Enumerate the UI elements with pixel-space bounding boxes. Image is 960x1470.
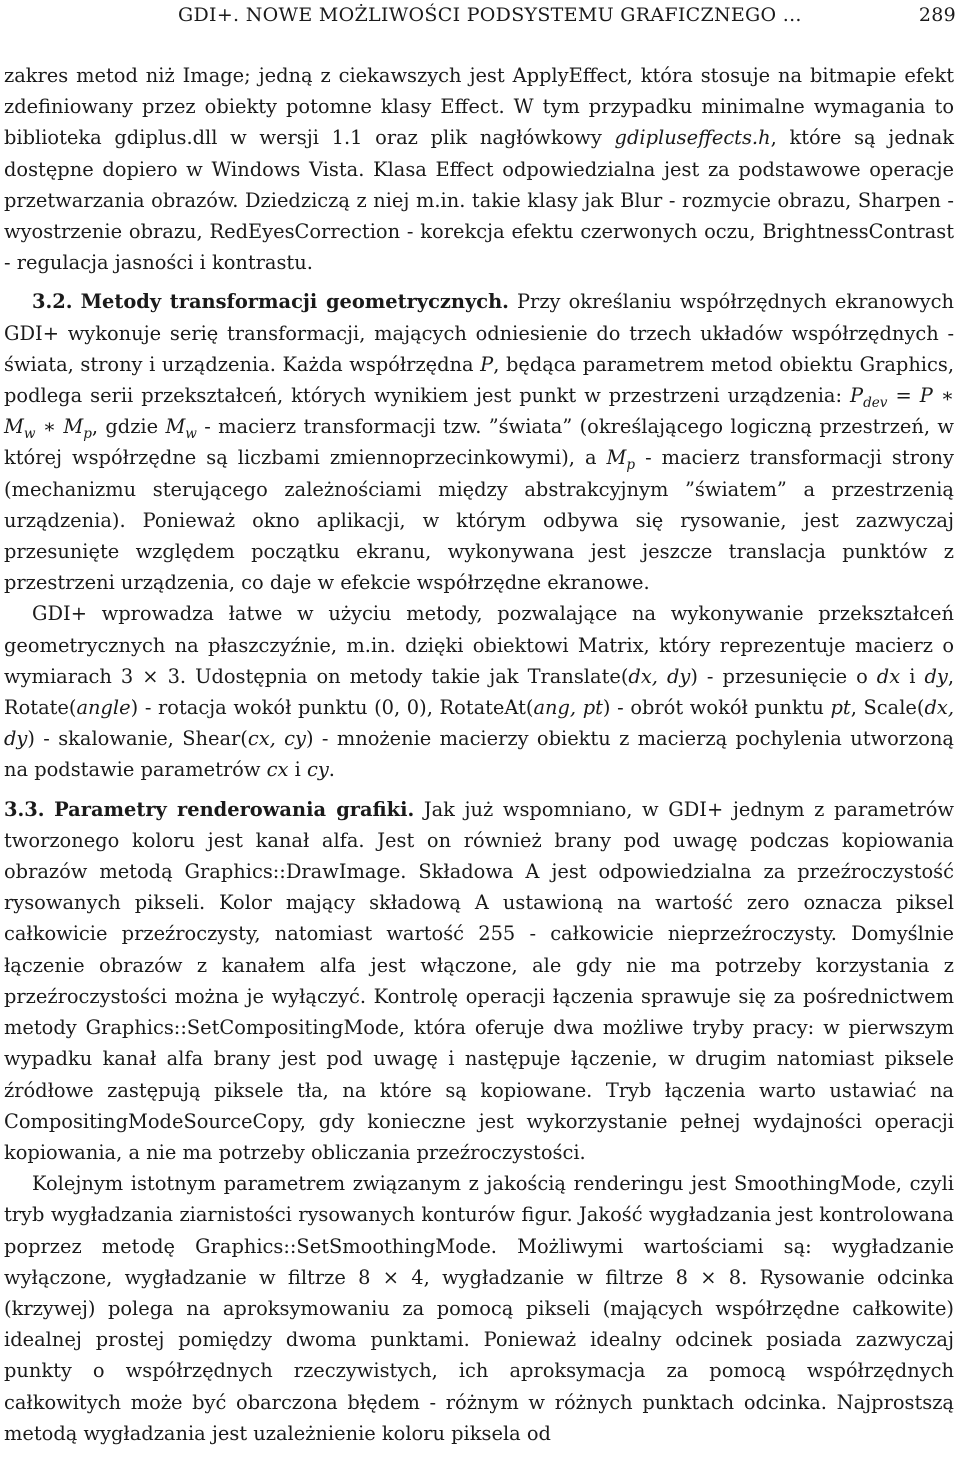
math-args: dx [876,664,901,688]
text-run: , które są jednak dostępne dopiero w Windows Vista. Klasa Effect odpowiedzialna jest za podstawowe operacje przetwarzania obrazów. Dziedziczą z niej m.in. takie klasy jak Blur - rozmycie obrazu, Sharpen - wyostrzenie obrazu, RedEyesCorrection - korekcja efektu czerwonych oczu, BrightnessContrast - regulacja jasności i kontrastu. [4,126,955,275]
page-number: 289 [918,4,956,26]
math-args: angle [76,696,131,720]
math-args: cy [306,758,329,782]
math-symbol: M [4,415,24,439]
math-subscript: dev [863,394,888,411]
text-run: Jak już wspomniano, w GDI+ jednym z parametrów tworzonego koloru jest kanał alfa. Jest on również brany pod uwagę podczas kopiowania obrazów metodą Graphics::DrawImage. Składowa A jest odpowiedzialna za przeźroczystość rysowanych pikseli. Kolor mający składową A ustawioną na wartość zero oznacza piksel całkowicie przeźroczysty, natomiast wartość 255 - całkowicie nieprzeźroczysty. Domyślnie łączenie obrazów z kanałem alfa jest włączone, ale gdy nie ma potrzeby korzystania z przeźroczystości można je wyłączyć. Kontrolę operacji łączenia sprawuje się za pośrednictwem metody Graphics::SetCompositingMode, która oferuje dwa możliwe tryby pracy: w pierwszym wypadku kanał alfa brany jest pod uwagę i następuje łączenie, w drugim natomiast piksele źródłowe zastępują piksele tła, na które są kopiowane. Tryb łączenia warto ustawiać na CompositingModeSourceCopy, gdy konieczne jest wykorzystanie pełnej wydajności operacji kopiowania, a nie ma potrzeby obliczania przeźroczystości. [4,797,955,1164]
math-operator: ∗ [932,384,954,408]
math-symbol: M [165,415,186,439]
math-args: dx, dy [4,696,954,751]
text-run: ) - mnożenie macierzy obiektu z macierzą pochylenia utworzoną na podstawie parametrów [4,727,954,782]
text-run: - macierz transformacji strony (mechanizmu sterującego zależnościami między abstrakcyjnym ”światem” a przestrzenią urządzenia). Ponieważ okno aplikacji, w którym odbywa się rysowanie, jest zazwyczaj przesunięte względem początku ekranu, wykonywana jest jeszcze translacja punktów z przestrzeni urządzenia, co daje w efekcie współrzędne ekranowe. [4,446,954,595]
math-symbol: P [919,384,933,408]
text-run: , Scale( [850,696,925,720]
math-args: cx [266,758,289,782]
text-run: ) - obrót wokół punktu [602,696,831,720]
section-3-2 [4,286,954,598]
math-operator: ∗ [35,415,64,439]
running-title: GDI+. NOWE MOŻLIWOŚCI PODSYSTEMU GRAFICZNEGO ... [178,4,802,26]
text-run: - macierz transformacji tzw. ”świata” (określającego logiczną przestrzeń, w której współrzędne są liczbami zmiennoprzecinkowymi), a [4,415,954,470]
section-title: Metody transformacji geometrycznych. [80,290,509,314]
math-subscript: p [83,426,92,443]
math-symbol: P [480,352,494,376]
text-run: , gdzie [91,415,166,439]
section-title: Parametry renderowania grafiki. [54,797,415,821]
math-symbol: M [63,415,84,439]
math-args: cx, cy [247,727,306,751]
body-text [4,60,954,1449]
text-run: . [328,758,335,782]
text-run: ) - przesunięcie o [690,664,877,688]
math-subscript: w [23,426,36,443]
text-run: , Rotate( [4,664,954,720]
paragraph-effects [4,60,954,278]
math-args: ang, pt [533,696,603,720]
math-subscript: w [185,426,197,443]
section-number: 3.3. [4,797,45,821]
math-operator: = [887,384,920,408]
math-subscript: p [626,457,636,474]
text-run: ) - skalowanie, Shear( [27,727,248,751]
text-run: Przy określaniu współrzędnych ekranowych GDI+ wykonuje serię transformacji, mających odniesienie do trzech układów współrzędnych - świata, strony i urządzenia. Każda współrzędna [4,290,954,376]
paragraph-smoothing [4,1168,954,1449]
text-run: Kolejnym istotnym parametrem związanym z jakością renderingu jest SmoothingMode, czyli tryb wygładzania ziarnistości rysowanych konturów figur. Jakość wygładzania jest kontrolowana poprzez metodę Graphics::SetSmoothingMode. Możliwymi wartościami są: wygładzanie wyłączone, wygładzanie w filtrze 8 × 4, wygładzanie w filtrze 8 × 8. Rysowanie odcinka (krzywej) polega na aproksymowaniu za pomocą pikseli (mających współrzędne całkowite) idealnej prostej pomiędzy dwoma punktami. Ponieważ idealny odcinek posiada zazwyczaj punkty o współrzędnych rzeczywistych, ich aproksymacja za pomocą współrzędnych całkowitych może być obarczona błędem - różnym w różnych punktach odcinka. Najprostszą metodą wygładzania jest uzależnienie koloru piksela od [4,1172,954,1445]
text-run: zakres metod niż Image; jedną z ciekawszych jest ApplyEffect, która stosuje na bitmapie efekt zdefiniowany przez obiekty potomne klasy Effect. W tym przypadku minimalne wymagania to biblioteka gdiplus.dll w wersji 1.1 oraz plik nagłówkowy [4,64,954,150]
section-3-3 [4,794,954,1168]
section-number: 3.2. [32,290,73,314]
text-run: ) - rotacja wokół punktu (0, 0), RotateAt( [130,696,534,720]
math-symbol: M [606,446,627,470]
running-header [178,4,956,26]
math-args: dx, dy [628,664,691,688]
math-args: dy [924,664,948,688]
text-run: , będąca parametrem metod obiektu Graphics, podlega serii przekształceń, których wynikiem jest punkt w przestrzeni urządzenia: [4,352,954,408]
math-args: pt [830,696,851,720]
filename-emphasis: gdipluseffects.h [614,126,771,150]
text-run: i [288,758,307,782]
text-run: i [900,664,925,688]
math-symbol: P [850,384,864,408]
text-run: GDI+ wprowadza łatwe w użyciu metody, pozwalające na wykonywanie przekształceń geometrycznych na płaszczyźnie, m.in. dzięki obiektowi Matrix, który reprezentuje macierz o wymiarach 3 × 3. Udostępnia on metody takie jak Translate( [4,602,954,688]
paragraph-matrix [4,598,954,785]
